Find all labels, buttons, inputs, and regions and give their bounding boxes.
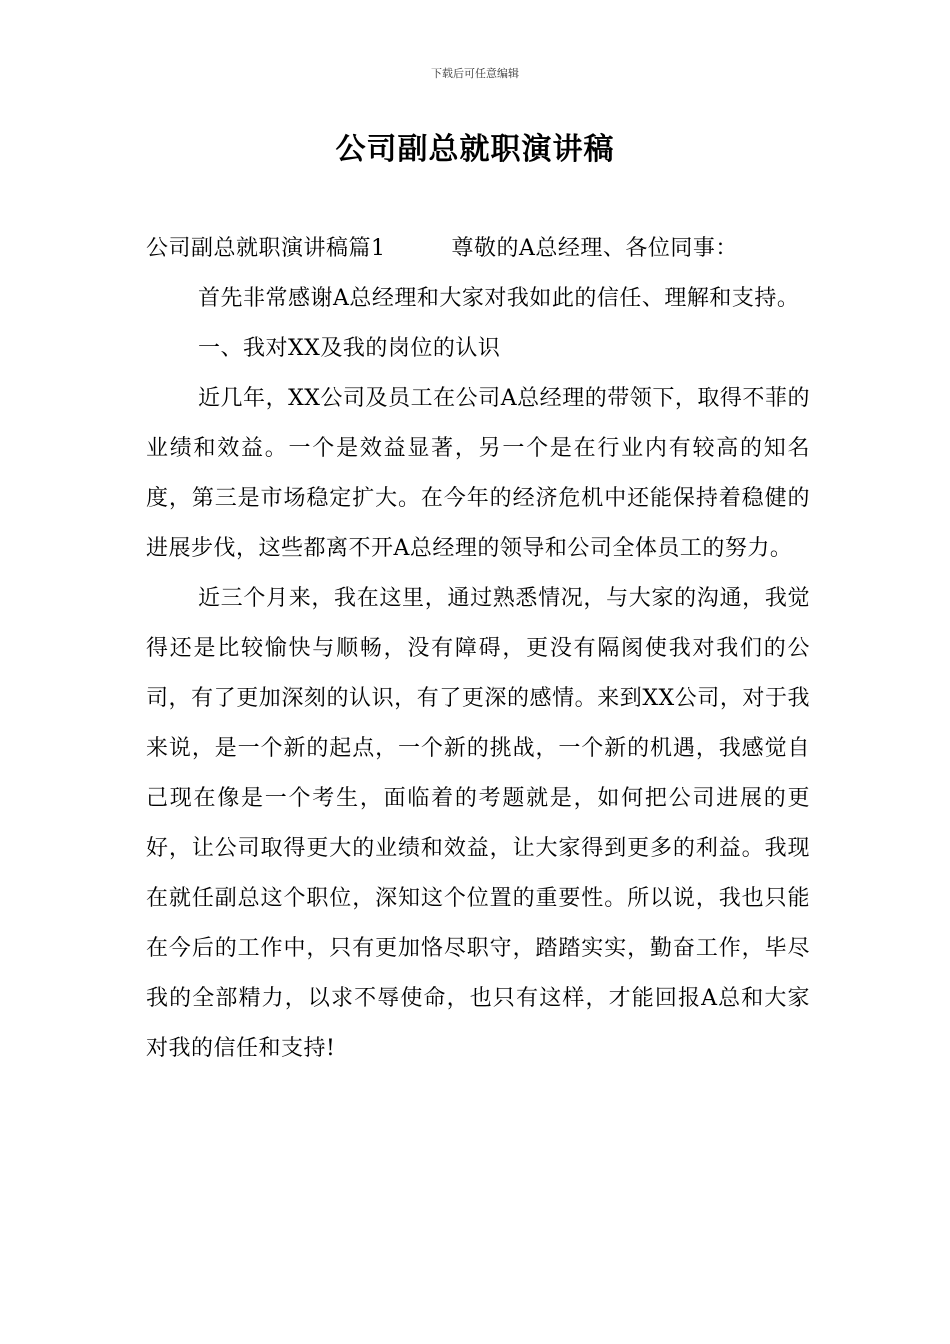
- paragraph-thanks: 首先非常感谢A总经理和大家对我如此的信任、理解和支持。: [198, 286, 800, 311]
- part-label: 公司副总就职演讲稿篇1: [146, 236, 386, 261]
- paragraph-personal-commitment: 近三个月来，我在这里，通过熟悉情况，与大家的沟通，我觉得还是比较愉快与顺畅，没有障碍，更没有隔阂使我对我们的公司，有了更加深刻的认识，有了更深的感情。来到XX公司，对于我来说，是一个新的起点，一个新的挑战，一个新的机遇，我感觉自己现在像是一个考生，面临着的考题就是，如何把公司进展的更好，让公司取得更大的业绩和效益，让大家得到更多的利益。我现在就任副总这个职位，深知这个位置的重要性。所以说，我也只能在今后的工作中，只有更加恪尽职守，踏踏实实，勤奋工作，毕尽我的全部精力，以求不辱使命，也只有这样，才能回报A总和大家对我的信任和支持!: [146, 586, 810, 1061]
- salutation: 尊敬的A总经理、各位同事：: [451, 236, 738, 261]
- section-heading: 一、我对XX及我的岗位的认识: [198, 336, 501, 361]
- opening-line: [146, 224, 810, 274]
- document-body: [146, 224, 810, 1074]
- document-title: 公司副总就职演讲稿: [335, 132, 615, 167]
- paragraph-company-performance: 近几年，XX公司及员工在公司A总经理的带领下，取得不菲的业绩和效益。一个是效益显著，另一个是在行业内有较高的知名度，第三是市场稳定扩大。在今年的经济危机中还能保持着稳健的进展步伐，这些都离不开A总经理的领导和公司全体员工的努力。: [146, 386, 810, 561]
- header-note: 下载后可任意编辑: [431, 67, 519, 80]
